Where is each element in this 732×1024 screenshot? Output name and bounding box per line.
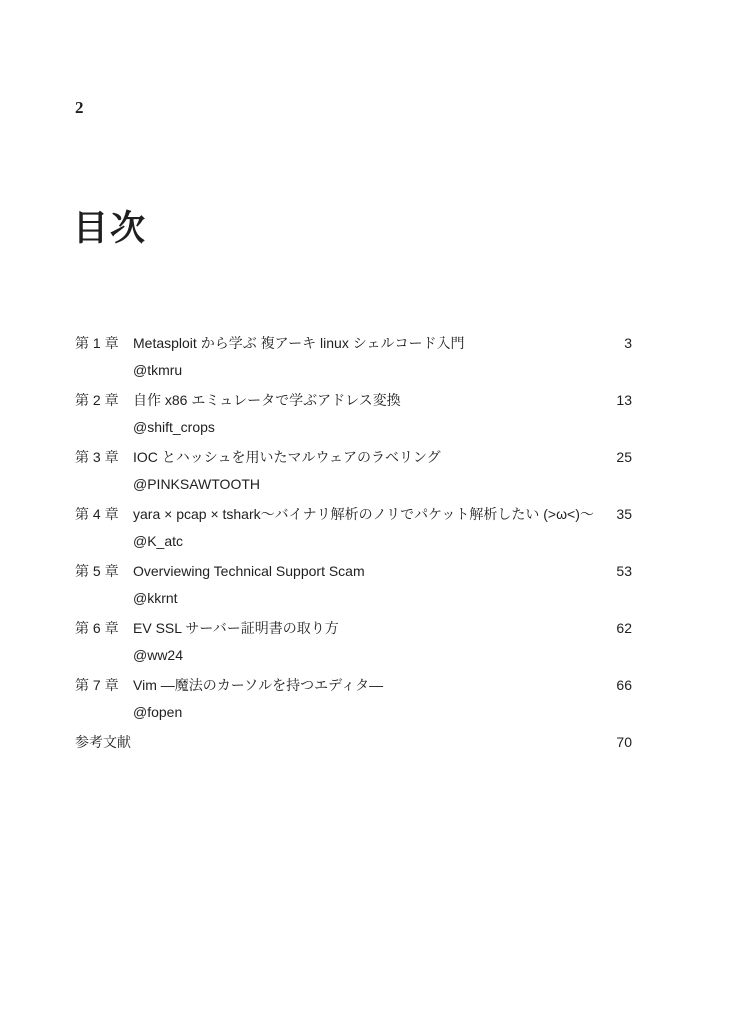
references-page-number: 70 (616, 734, 632, 750)
toc-entry (75, 448, 632, 494)
toc-entry-row (75, 733, 632, 752)
chapter-label: 第 6 章 (75, 620, 119, 636)
toc-entry (75, 334, 632, 380)
chapter-title: IOC とハッシュを用いたマルウェアのラベリング (133, 449, 441, 465)
chapter-author: @K_atc (133, 533, 184, 549)
toc-entry-row (75, 391, 632, 410)
chapter-page-number: 53 (616, 563, 632, 579)
toc-entry (75, 505, 632, 551)
chapter-label: 第 4 章 (75, 506, 119, 522)
chapter-author: @shift_crops (133, 419, 215, 435)
chapter-title: yara × pcap × tshark〜バイナリ解析のノリでパケット解析したい (>ω<)〜 (133, 506, 594, 522)
chapter-title: EV SSL サーバー証明書の取り方 (133, 620, 339, 636)
chapter-label: 第 2 章 (75, 392, 119, 408)
toc-entry-row (75, 676, 632, 695)
chapter-label: 第 1 章 (75, 335, 119, 351)
toc-heading: 目次 (73, 209, 148, 248)
page-number: 2 (75, 98, 84, 117)
toc-entry-row (75, 562, 632, 581)
chapter-page-number: 66 (616, 677, 632, 693)
chapter-label: 第 7 章 (75, 677, 119, 693)
chapter-page-number: 13 (616, 392, 632, 408)
chapter-title: 自作 x86 エミュレータで学ぶアドレス変換 (133, 392, 401, 408)
toc-entry-row (75, 334, 632, 353)
chapter-title: Vim —魔法のカーソルを持つエディタ— (133, 677, 384, 693)
chapter-page-number: 3 (624, 335, 632, 351)
chapter-author: @PINKSAWTOOTH (133, 476, 260, 492)
toc-list (75, 334, 632, 763)
toc-entry (75, 391, 632, 437)
chapter-author: @tkmru (133, 362, 183, 378)
chapter-label: 第 3 章 (75, 449, 119, 465)
chapter-author: @ww24 (133, 647, 184, 663)
chapter-author: @kkrnt (133, 590, 178, 606)
toc-entry-row (75, 619, 632, 638)
toc-entry-row (75, 448, 632, 467)
toc-entry-references (75, 733, 632, 752)
chapter-page-number: 25 (616, 449, 632, 465)
references-title: 参考文献 (75, 734, 131, 750)
chapter-label: 第 5 章 (75, 563, 119, 579)
chapter-title: Metasploit から学ぶ 複アーキ linux シェルコード入門 (133, 335, 465, 351)
toc-entry (75, 676, 632, 722)
toc-entry (75, 619, 632, 665)
chapter-page-number: 62 (616, 620, 632, 636)
chapter-title: Overviewing Technical Support Scam (133, 563, 365, 579)
toc-entry-row (75, 505, 632, 524)
chapter-author: @fopen (133, 704, 183, 720)
chapter-page-number: 35 (616, 506, 632, 522)
toc-entry (75, 562, 632, 608)
